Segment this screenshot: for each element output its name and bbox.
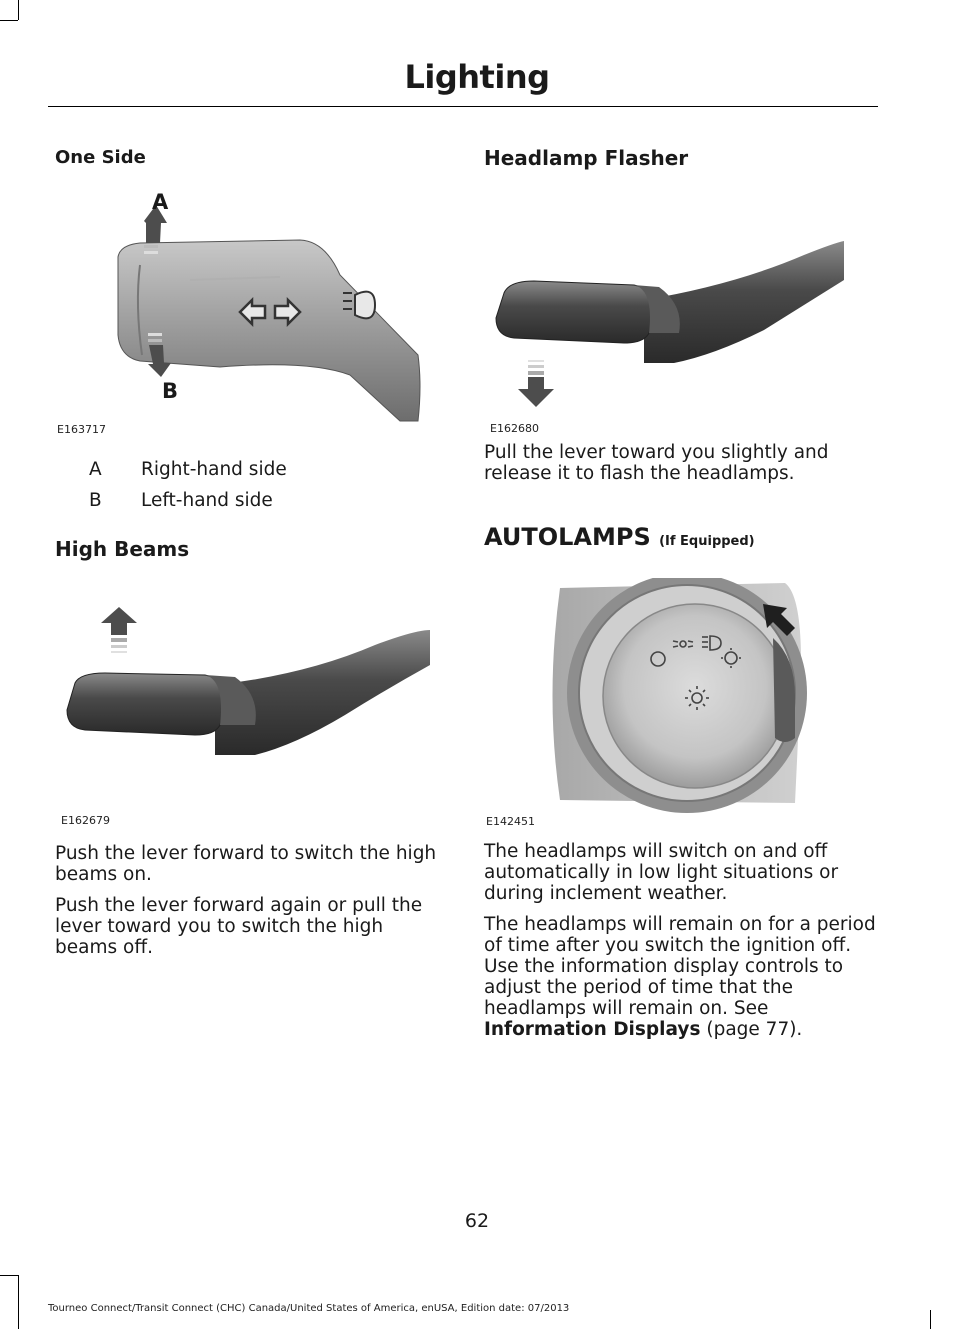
footer-text: Tourneo Connect/Transit Connect (CHC) Canada/United States of America, enUSA, Edition date: 07/2013 xyxy=(48,1303,570,1314)
high-beams-figure xyxy=(55,595,435,805)
page-title: Lighting xyxy=(404,58,550,96)
autolamps-paragraph-2-text: The headlamps will remain on for a period of time after you switch the ignition off. Use the information display controls to adjust the period of time that the headlamps will remain on. See xyxy=(484,914,876,1019)
one-side-heading: One Side xyxy=(55,147,146,168)
high-beams-heading: High Beams xyxy=(55,537,190,561)
legend-key-a: A xyxy=(89,459,102,480)
flasher-figure xyxy=(484,205,864,420)
figure-code: E162680 xyxy=(490,422,539,435)
header-rule xyxy=(48,106,878,107)
autolamps-suffix: (If Equipped) xyxy=(659,534,755,549)
high-beams-paragraph-2: Push the lever forward again or pull the lever toward you to switch the high beams off. xyxy=(55,895,423,958)
figure-code: E142451 xyxy=(486,815,535,828)
figure-code: E163717 xyxy=(57,423,106,436)
legend-key-b: B xyxy=(89,490,102,511)
label-a: A xyxy=(152,190,169,214)
autolamps-title: AUTOLAMPS xyxy=(484,523,651,551)
legend-value-a: Right-hand side xyxy=(141,459,287,480)
legend-value-b: Left-hand side xyxy=(141,490,273,511)
crop-mark xyxy=(18,0,19,20)
autolamps-heading xyxy=(484,523,755,551)
flasher-paragraph: Pull the lever toward you slightly and release it to flash the headlamps. xyxy=(484,442,829,484)
autolamps-paragraph-2 xyxy=(484,914,876,1040)
autolamps-figure xyxy=(505,578,850,813)
crop-mark xyxy=(0,1275,18,1276)
autolamps-paragraph-1: The headlamps will switch on and off automatically in low light situations or during inclement weather. xyxy=(484,841,839,904)
one-side-figure xyxy=(100,185,430,425)
figure-code: E162679 xyxy=(61,814,110,827)
crop-mark xyxy=(0,20,18,21)
page-number: 62 xyxy=(464,1210,490,1232)
up-arrow-icon xyxy=(101,607,137,653)
flasher-heading: Headlamp Flasher xyxy=(484,146,689,170)
crop-mark xyxy=(930,1310,931,1329)
label-b: B xyxy=(162,379,179,403)
down-arrow-icon xyxy=(518,360,554,407)
information-displays-link[interactable]: Information Displays xyxy=(484,1019,701,1040)
high-beams-paragraph-1: Push the lever forward to switch the high beams on. xyxy=(55,843,437,885)
crop-mark xyxy=(18,1275,19,1329)
page-reference: (page 77). xyxy=(706,1019,803,1040)
